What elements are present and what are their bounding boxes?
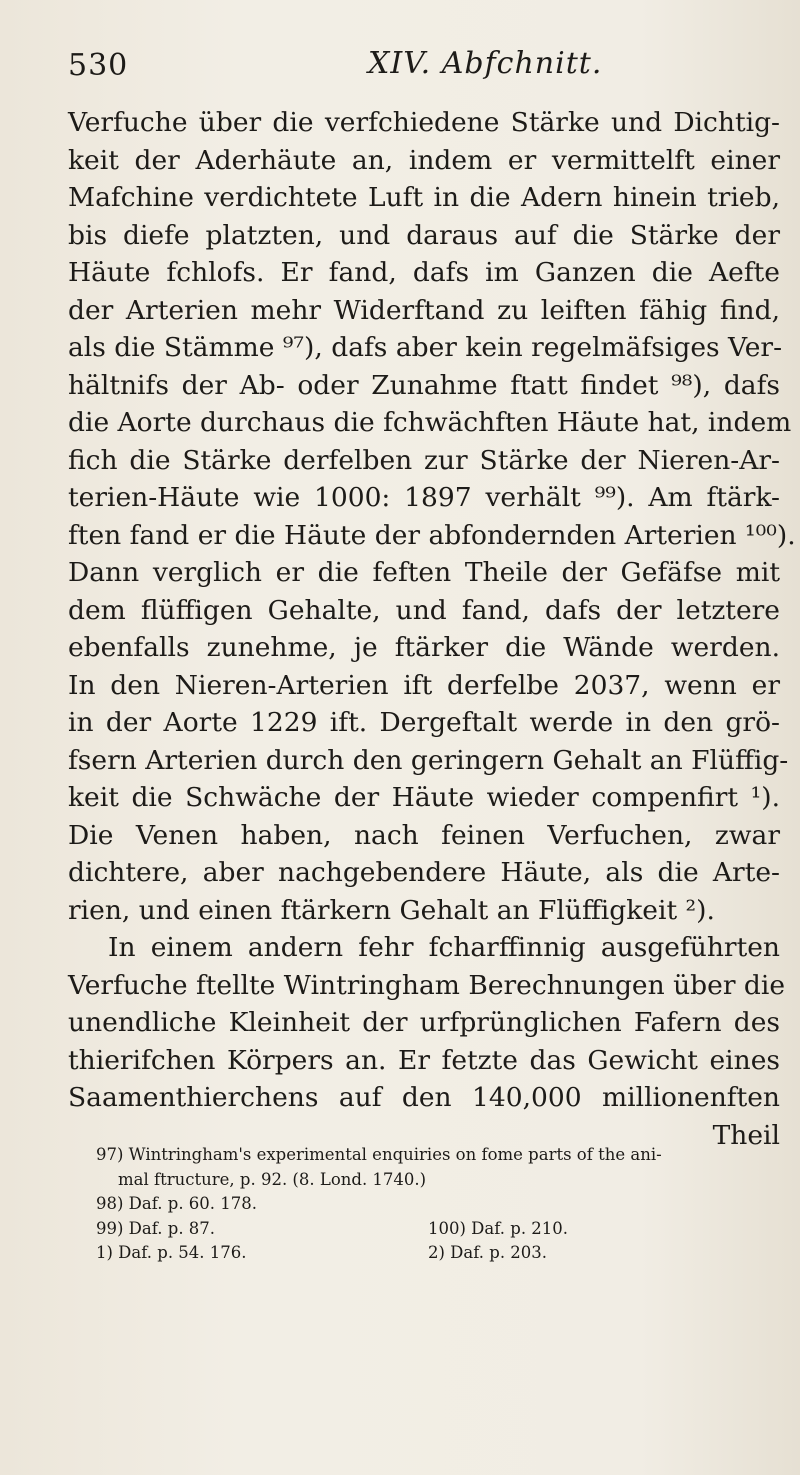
text-line: Dann verglich er die feften Theile der Gefäfse mit xyxy=(68,557,780,588)
page-header xyxy=(68,44,688,94)
text-line: der Arterien mehr Widerftand zu leiften fähig find, xyxy=(68,294,780,326)
footnote-100: 100) Daf. p. 210. xyxy=(428,1218,569,1238)
text-line: In den Nieren-Arterien ift derfelbe 2037, wenn er xyxy=(68,669,780,701)
text-line: Saamenthierchens auf den 140,000 millionenften xyxy=(68,1082,780,1113)
main-text xyxy=(68,104,796,1154)
text-line: keit die Schwäche der Häute wieder compenfirt ¹). xyxy=(68,782,780,813)
text-line: In einem andern fehr fcharffinnig ausgeführten xyxy=(108,932,780,963)
page-number: 530 xyxy=(68,48,129,83)
text-line: bis diefe platzten, und daraus auf die Stärke der xyxy=(68,219,780,251)
text-line: terien-Häute wie 1000: 1897 verhält ⁹⁹). Am ftärk- xyxy=(68,482,780,513)
footnotes xyxy=(96,1143,776,1266)
footnote-row xyxy=(96,1241,776,1266)
footnote-1: 1) Daf. p. 54. 176. xyxy=(96,1243,247,1262)
text-line: ebenfalls zunehme, je ftärker die Wände werden. xyxy=(68,632,780,663)
text-line: ften fand er die Häute der abfondernden Arterien ¹⁰⁰). xyxy=(68,519,796,551)
footnote-row xyxy=(96,1217,776,1242)
text-line: dichtere, aber nachgebendere Häute, als die Arte- xyxy=(68,857,780,888)
text-line: hältnifs der Ab- oder Zunahme ftatt findet ⁹⁸), dafs xyxy=(68,369,780,401)
text-line: Die Venen haben, nach feinen Verfuchen, zwar xyxy=(68,819,780,851)
text-line: fsern Arterien durch den geringern Gehalt an Flüffig- xyxy=(68,744,789,776)
text-line: als die Stämme ⁹⁷), dafs aber kein regelmäfsiges Ver- xyxy=(68,332,783,363)
text-line: in der Aorte 1229 ift. Dergeftalt werde in den grö- xyxy=(68,707,780,738)
text-line: Verfuche ftellte Wintringham Berechnungen über die xyxy=(68,969,786,1001)
footnote-2: 2) Daf. p. 203. xyxy=(428,1243,548,1262)
text-line: dem flüffigen Gehalte, und fand, dafs der letztere xyxy=(68,594,780,626)
text-line: die Aorte durchaus die fchwächften Häute hat, indem xyxy=(68,407,792,438)
text-line: Verfuche über die verfchiedene Stärke und Dichtig- xyxy=(68,107,780,138)
text-line: fich die Stärke derfelben zur Stärke der Nieren-Ar- xyxy=(68,444,780,476)
text-line: Mafchine verdichtete Luft in die Adern hinein trieb, xyxy=(68,182,780,213)
text-line: Häute fchlofs. Er fand, dafs im Ganzen die Aefte xyxy=(68,257,780,288)
footnote-99: 99) Daf. p. 87. xyxy=(96,1218,216,1238)
footnote-97: 97) Wintringham's experimental enquiries on fome parts of the ani- xyxy=(96,1145,662,1164)
catchword: Theil xyxy=(712,1119,780,1151)
text-line: rien, und einen ftärkern Gehalt an Flüffigkeit ²). xyxy=(68,894,715,926)
text-line: keit der Aderhäute an, indem er vermittelft einer xyxy=(68,144,780,176)
footnote-98: 98) Daf. p. 60. 178. xyxy=(96,1194,258,1213)
text-line: unendliche Kleinheit der urfprünglichen Fafern des xyxy=(68,1007,780,1038)
text-line: thierifchen Körpers an. Er fetzte das Gewicht eines xyxy=(68,1044,780,1076)
footnote-97-continued: mal ftructure, p. 92. (8. Lond. 1740.) xyxy=(118,1169,427,1189)
running-head: XIV. Abfchnitt. xyxy=(368,46,603,81)
